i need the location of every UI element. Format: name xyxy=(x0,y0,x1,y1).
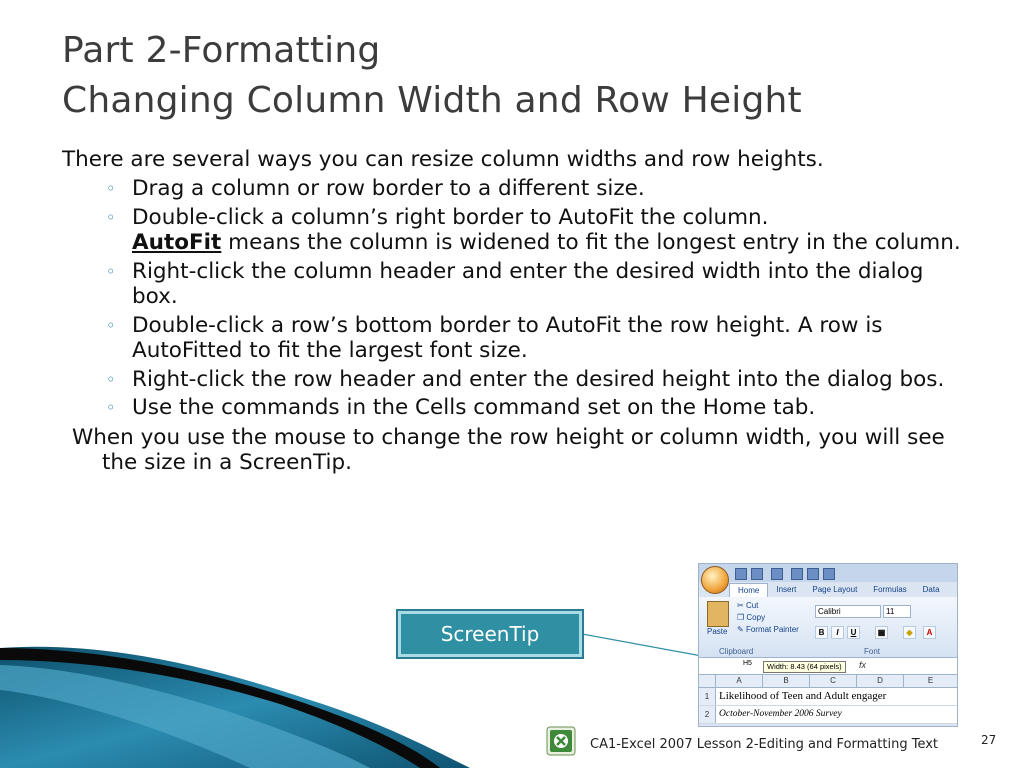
open-icon[interactable] xyxy=(807,568,819,580)
font-group-label: Font xyxy=(864,647,881,656)
cell-a2[interactable]: October-November 2006 Survey xyxy=(719,709,842,719)
width-screentip: Width: 8.43 (64 pixels) xyxy=(763,661,846,673)
column-header-c[interactable]: C xyxy=(810,675,857,687)
column-headers xyxy=(699,675,957,688)
closing-paragraph: When you use the mouse to change the row height or column width, you will see the size in a ScreenTip. xyxy=(72,424,945,475)
excel-logo-icon xyxy=(546,726,576,756)
save-icon[interactable] xyxy=(735,568,747,580)
row-header[interactable]: 1 xyxy=(699,688,716,705)
undo-icon[interactable] xyxy=(751,568,763,580)
column-header-b[interactable]: B xyxy=(763,675,810,687)
tab-page-layout[interactable]: Page Layout xyxy=(812,585,858,594)
column-header-d[interactable]: D xyxy=(857,675,904,687)
footer-text: CA1-Excel 2007 Lesson 2-Editing and Formatting Text xyxy=(590,737,938,752)
copy-icon: ❐ xyxy=(737,613,747,622)
tab-insert[interactable]: Insert xyxy=(776,585,797,594)
formula-bar xyxy=(699,658,957,675)
bullet-text: Double-click a row’s bottom border to AutoFit the row height. A row is AutoFitted to fit the largest font size. xyxy=(132,312,883,363)
new-icon[interactable] xyxy=(791,568,803,580)
format-painter-label: Format Painter xyxy=(745,625,799,634)
bullet-icon: ◦ xyxy=(106,398,116,417)
print-icon[interactable] xyxy=(823,568,835,580)
brush-icon: ✎ xyxy=(737,625,746,634)
page-number: 27 xyxy=(981,733,997,747)
redo-icon[interactable] xyxy=(771,568,783,580)
fill-color-icon[interactable]: ◆ xyxy=(903,626,916,639)
bullet-text-continued: means the column is widened to fit the longest entry in the column. xyxy=(221,230,961,255)
cut-label: Cut xyxy=(745,601,759,610)
ribbon-tabs xyxy=(729,583,948,597)
paste-button-label[interactable]: Paste xyxy=(707,627,728,636)
bullet-icon: ◦ xyxy=(106,207,116,227)
bullet-text: Double-click a column’s right border to AutoFit the column. xyxy=(132,204,769,230)
quick-access-toolbar xyxy=(699,564,957,582)
copy-button[interactable] xyxy=(737,613,765,622)
bullet-text: Drag a column or row border to a different size. xyxy=(132,176,645,201)
bullet-icon: ◦ xyxy=(106,261,116,281)
font-name-dropdown[interactable]: Calibri xyxy=(815,605,881,618)
font-color-icon[interactable]: A xyxy=(923,626,936,639)
row-header[interactable]: 2 xyxy=(699,706,716,723)
ribbon xyxy=(699,597,957,658)
table-row xyxy=(699,688,957,706)
borders-icon[interactable]: ▦ xyxy=(875,626,888,639)
intro-paragraph: There are several ways you can resize column widths and row heights. xyxy=(62,147,824,172)
autofit-term: AutoFit xyxy=(132,230,222,255)
copy-label: Copy xyxy=(746,613,766,622)
column-header-e[interactable]: E xyxy=(904,675,958,687)
table-row xyxy=(699,706,957,724)
font-size-dropdown[interactable]: 11 xyxy=(883,605,911,618)
excel-screenshot xyxy=(698,563,958,727)
screentip-callout: ScreenTip xyxy=(398,611,582,657)
scissors-icon: ✂ xyxy=(737,601,746,610)
name-box[interactable]: H5 xyxy=(743,660,752,667)
tab-formulas[interactable]: Formulas xyxy=(873,585,907,594)
format-painter-button[interactable] xyxy=(737,625,799,634)
bullet-icon: ◦ xyxy=(106,179,116,198)
bold-button[interactable]: B xyxy=(815,626,828,639)
bullet-text: Use the commands in the Cells command set on the Home tab. xyxy=(132,395,816,420)
title-line-1: Part 2-Formatting xyxy=(62,30,381,71)
clipboard-group-label: Clipboard xyxy=(719,647,754,656)
bullet-icon: ◦ xyxy=(106,315,116,335)
italic-button[interactable]: I xyxy=(831,626,844,639)
cell-a1[interactable]: Likelihood of Teen and Adult engager xyxy=(719,690,887,702)
office-button[interactable] xyxy=(701,566,729,594)
paste-icon[interactable] xyxy=(707,601,729,627)
tab-home[interactable]: Home xyxy=(729,583,768,597)
bullet-icon: ◦ xyxy=(106,369,116,389)
title-line-2: Changing Column Width and Row Height xyxy=(62,80,802,121)
underline-button[interactable]: U xyxy=(847,626,860,639)
select-all-corner[interactable] xyxy=(699,675,716,687)
column-header-a[interactable]: A xyxy=(716,675,763,687)
bullet-text: Right-click the column header and enter the desired width into the dialog box. xyxy=(132,258,924,309)
cut-button[interactable] xyxy=(737,601,758,610)
fx-icon[interactable]: fx xyxy=(859,660,867,670)
bullet-text: Right-click the row header and enter the desired height into the dialog bos. xyxy=(132,366,945,392)
tab-data[interactable]: Data xyxy=(922,585,940,594)
